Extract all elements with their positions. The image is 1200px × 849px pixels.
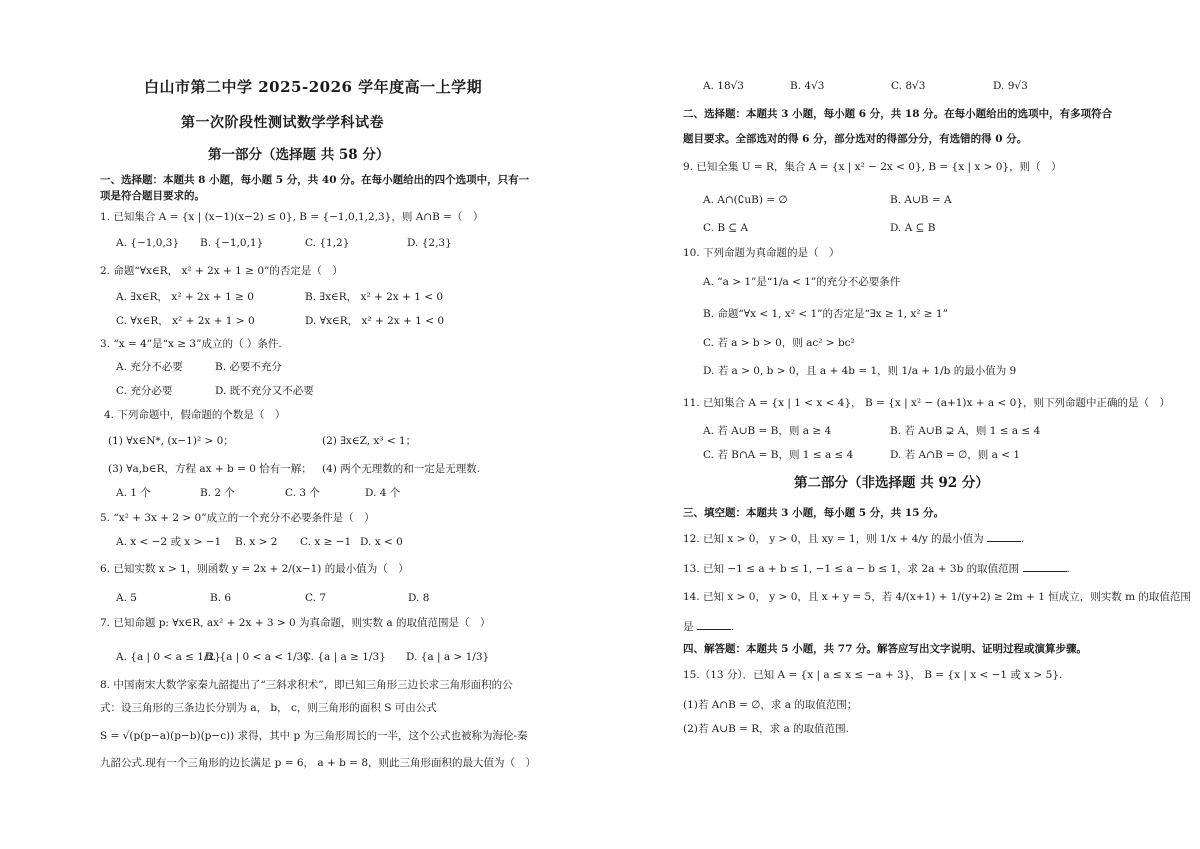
option-a: A. 5 [116, 592, 137, 604]
option-d: D. 9√3 [993, 80, 1028, 92]
question-12: 12. 已知 x > 0， y > 0，且 xy = 1，则 1/x + 4/y 的最小值为 . [683, 533, 1025, 545]
option-a: A. ∃x∈R， x² + 2x + 1 ≥ 0 [116, 291, 254, 303]
section-two-instructions-cont: 题目要求。全部选对的得 6 分，部分选对的得部分分，有选错的得 0 分。 [683, 133, 1028, 145]
option-d: D. {2,3} [407, 237, 452, 249]
section-one-instructions: 一、选择题：本题共 8 小题，每小题 5 分，共 40 分。在每小题给出的四个选项中，只有一 [100, 174, 530, 186]
option-a: A. x < −2 或 x > −1 [116, 536, 222, 548]
option-a: A. 18√3 [703, 80, 744, 92]
question-2: 2. 命题“∀x∈R， x² + 2x + 1 ≥ 0”的否定是（ ） [100, 265, 343, 277]
option-b: B. 2 个 [200, 487, 235, 499]
option-c: C. B ⊆ A [703, 222, 749, 234]
option-d: D. 8 [408, 592, 430, 604]
option-a: A. {a | 0 < a ≤ 1/2} [116, 651, 221, 663]
option-b: B. 若 A∪B ⊋ A，则 1 ≤ a ≤ 4 [890, 425, 1041, 437]
question-8-cont-1: 式：设三角形的三条边长分别为 a， b， c，则三角形的面积 S 可由公式 [100, 702, 437, 714]
option-b: B. A∪B = A [890, 194, 952, 206]
question-8-cont-3: 九韶公式.现有一个三角形的边长满足 p = 6， a + b = 8，则此三角形面积的最大值为（ ） [100, 757, 536, 769]
option-c: C. 7 [305, 592, 327, 604]
question-8-cont-2: S = √(p(p−a)(p−b)(p−c)) 求得，其中 p 为三角形周长的一半，这个公式也被称为海伦-秦 [100, 730, 528, 742]
part-two-heading: 第二部分（非选择题 共 92 分） [794, 475, 989, 491]
answer-blank [697, 620, 731, 630]
question-11: 11. 已知集合 A = {x | 1 < x < 4}， B = {x | x² − (a+1)x + a < 0}，则下列命题中正确的是（ ） [683, 397, 1171, 409]
answer-blank [1023, 562, 1067, 572]
option-c: C. 8√3 [891, 80, 926, 92]
option-b: B. x > 2 [235, 536, 278, 548]
option-d: D. A ⊆ B [890, 222, 936, 234]
section-three-instructions: 三、填空题：本题共 3 小题，每小题 5 分，共 15 分。 [683, 507, 945, 519]
question-15-part-2: (2)若 A∪B = R，求 a 的取值范围. [683, 723, 849, 735]
option-b: B. 必要不充分 [215, 361, 282, 373]
option-b: B. ∃x∈R， x² + 2x + 1 < 0 [305, 291, 444, 303]
option-a: A. 若 A∪B = B，则 a ≥ 4 [703, 425, 832, 437]
question-10: 10. 下列命题为真命题的是（ ） [683, 247, 840, 259]
question-14-cont: 是 . [683, 621, 735, 633]
question-14-text: 是 [683, 621, 694, 633]
question-5: 5. “x² + 3x + 2 > 0”成立的一个充分不必要条件是（ ） [100, 512, 375, 524]
option-a: A. 1 个 [116, 487, 151, 499]
question-15-part-1: (1)若 A∩B = ∅，求 a 的取值范围； [683, 699, 858, 711]
question-4: 4. 下列命题中，假命题的个数是（ ） [104, 409, 286, 421]
option-b: B. 命题“∀x < 1, x² < 1”的否定是“∃x ≥ 1, x² ≥ 1” [703, 308, 948, 320]
option-b: B. 4√3 [790, 80, 825, 92]
question-6: 6. 已知实数 x > 1，则函数 y = 2x + 2/(x−1) 的最小值为（ ） [100, 563, 409, 575]
option-a: A. 充分不必要 [116, 361, 183, 373]
option-d: D. 若 A∩B = ∅，则 a < 1 [890, 449, 1021, 461]
option-d: D. x < 0 [360, 536, 403, 548]
section-two-instructions: 二、选择题：本题共 3 小题，每小题 6 分，共 18 分。在每小题给出的选项中，有多项符合 [683, 108, 1113, 120]
option-d: D. 既不充分又不必要 [215, 385, 314, 397]
option-c: C. 若 a > b > 0，则 ac² > bc² [703, 337, 855, 349]
option-c: C. ∀x∈R， x² + 2x + 1 > 0 [116, 315, 255, 327]
statement-4: (4) 两个无理数的和一定是无理数. [322, 463, 481, 475]
option-c: C. {a | a ≥ 1/3} [303, 651, 386, 663]
section-one-instructions-cont: 项是符合题目要求的。 [100, 190, 205, 202]
question-8: 8. 中国南宋大数学家秦九韶提出了“三斜求积术”，即已知三角形三边长求三角形面积的公 [100, 679, 513, 691]
question-9: 9. 已知全集 U = R，集合 A = {x | x² − 2x < 0}, B = {x | x > 0}，则（ ） [683, 161, 1062, 173]
option-c: C. 3 个 [285, 487, 320, 499]
option-d: D. ∀x∈R， x² + 2x + 1 < 0 [305, 315, 445, 327]
option-a: A. {−1,0,3} [116, 237, 180, 249]
question-12-text: 12. 已知 x > 0， y > 0，且 xy = 1，则 1/x + 4/y 的最小值为 [683, 533, 984, 545]
part-one-heading: 第一部分（选择题 共 58 分） [208, 147, 390, 163]
question-3: 3. “x = 4”是“x ≥ 3”成立的（ ）条件. [100, 338, 282, 350]
option-c: C. 充分必要 [116, 385, 173, 397]
option-c: C. 若 B∩A = B，则 1 ≤ a ≤ 4 [703, 449, 854, 461]
question-7: 7. 已知命题 p: ∀x∈R, ax² + 2x + 3 > 0 为真命题，则实数 a 的取值范围是（ ） [100, 617, 491, 629]
answer-blank [987, 532, 1021, 542]
option-d: D. {a | a > 1/3} [406, 651, 490, 663]
section-four-instructions: 四、解答题：本题共 5 小题，共 77 分。解答应写出文字说明、证明过程或演算步骤。 [683, 643, 1088, 655]
option-b: B. {−1,0,1} [200, 237, 264, 249]
option-b: B. 6 [210, 592, 232, 604]
option-a: A. A∩(∁uB) = ∅ [703, 194, 788, 206]
option-d: D. 4 个 [365, 487, 401, 499]
option-a: A. “a > 1”是“1/a < 1”的充分不必要条件 [703, 276, 901, 288]
option-b: B. {a | 0 < a < 1/3} [205, 651, 311, 663]
question-15: 15.（13 分）．已知 A = {x | a ≤ x ≤ −a + 3}， B = {x | x < −1 或 x > 5}. [683, 669, 1063, 681]
option-c: C. {1,2} [305, 237, 350, 249]
option-d: D. 若 a > 0, b > 0，且 a + 4b = 1，则 1/a + 1/b 的最小值为 9 [703, 365, 1017, 377]
exam-title: 白山市第二中学 2025-2026 学年度高一上学期 [144, 78, 483, 96]
question-1: 1. 已知集合 A = {x | (x−1)(x−2) ≤ 0}, B = {−1,0,1,2,3}，则 A∩B =（ ） [100, 211, 484, 223]
exam-subtitle: 第一次阶段性测试数学学科试卷 [181, 115, 384, 131]
question-13-text: 13. 已知 −1 ≤ a + b ≤ 1, −1 ≤ a − b ≤ 1，求 2a + 3b 的取值范围 [683, 563, 1020, 575]
question-13: 13. 已知 −1 ≤ a + b ≤ 1, −1 ≤ a − b ≤ 1，求 2a + 3b 的取值范围 . [683, 563, 1070, 575]
statement-1: (1) ∀x∈N*, (x−1)² > 0； [108, 435, 234, 447]
statement-3: (3) ∀a,b∈R，方程 ax + b = 0 恰有一解； [108, 463, 312, 475]
option-c: C. x ≥ −1 [300, 536, 352, 548]
question-14: 14. 已知 x > 0， y > 0，且 x + y = 5，若 4/(x+1) + 1/(y+2) ≥ 2m + 1 恒成立，则实数 m 的取值范围 [683, 591, 1191, 603]
statement-2: (2) ∃x∈Z, x³ < 1； [322, 435, 417, 447]
